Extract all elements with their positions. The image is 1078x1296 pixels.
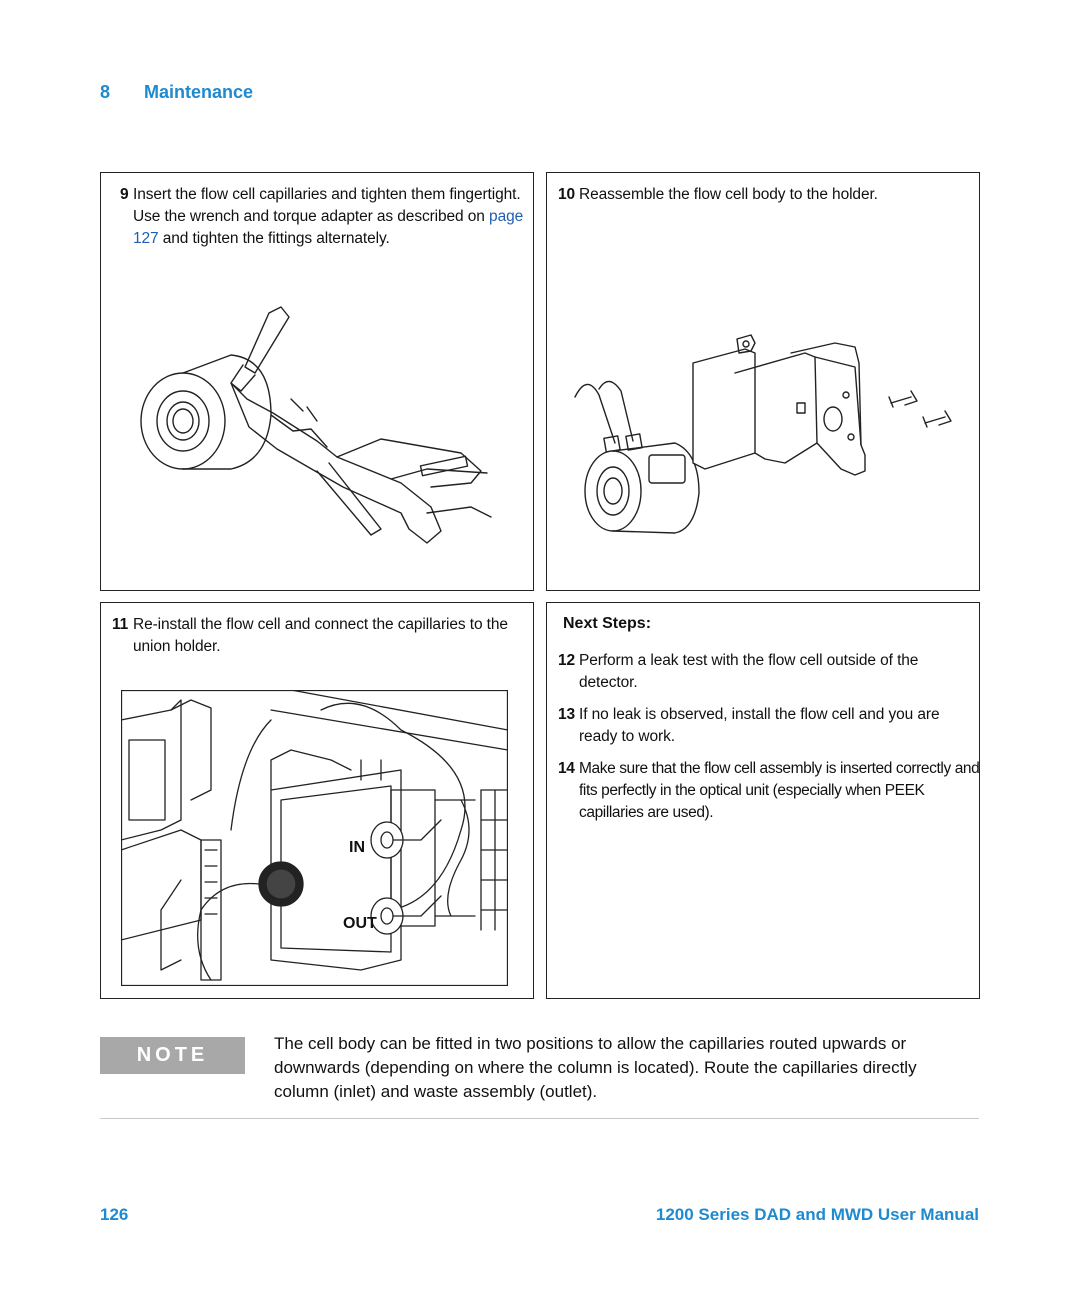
next-steps-title: Next Steps: [563, 615, 652, 632]
step-10-box [546, 172, 980, 591]
step-number: 13 [558, 706, 576, 723]
step-text: Perform a leak test with the flow cell outside of the detector. [579, 652, 919, 691]
step-10 [558, 184, 970, 206]
step-text: If no leak is observed, install the flow cell and you are ready to work. [579, 706, 940, 745]
step-13 [558, 704, 978, 748]
page-number: 126 [100, 1205, 129, 1224]
step-text: Make sure that the flow cell assembly is inserted correctly and fits perfectly in the optical unit (especially when PEEK capillaries are used). [579, 760, 980, 821]
step-12 [558, 650, 978, 694]
step-text: Reassemble the flow cell body to the holder. [579, 186, 878, 203]
union-holder-illustration [121, 690, 508, 986]
step-text: Re-install the flow cell and connect the capillaries to the union holder. [133, 616, 508, 655]
step-14 [558, 758, 980, 824]
step-number: 12 [558, 652, 576, 669]
step-number: 11 [112, 616, 129, 633]
note-divider [100, 1118, 979, 1119]
step-9-box [100, 172, 534, 591]
next-steps-box [546, 602, 980, 999]
wrench-flow-cell-illustration [131, 303, 511, 563]
step-11-box [100, 602, 534, 999]
step-text: Insert the flow cell capillaries and tighten them fingertight. Use the wrench and torque adapter as described on page 127 and tighten the fittings alternately. [133, 186, 524, 247]
chapter-title: Maintenance [144, 82, 254, 102]
chapter-header [100, 82, 253, 103]
note-badge: NOTE [100, 1037, 245, 1074]
step-11 [112, 614, 532, 658]
step-number: 10 [558, 186, 576, 203]
page-127-link[interactable]: page 127 [133, 208, 524, 247]
chapter-number: 8 [100, 82, 111, 102]
step-9 [120, 184, 532, 250]
step-number: 14 [558, 760, 575, 777]
out-label: OUT [343, 915, 377, 932]
flow-cell-holder-illustration [565, 333, 965, 553]
step-number: 9 [120, 186, 129, 203]
note-text: The cell body can be fitted in two positions to allow the capillaries routed upwards or downwards (depending on where the column is located). Route the capillaries directly column (inlet) and waste assembly (outlet). [274, 1034, 917, 1101]
manual-title: 1200 Series DAD and MWD User Manual [655, 1205, 979, 1224]
in-label: IN [349, 839, 365, 856]
